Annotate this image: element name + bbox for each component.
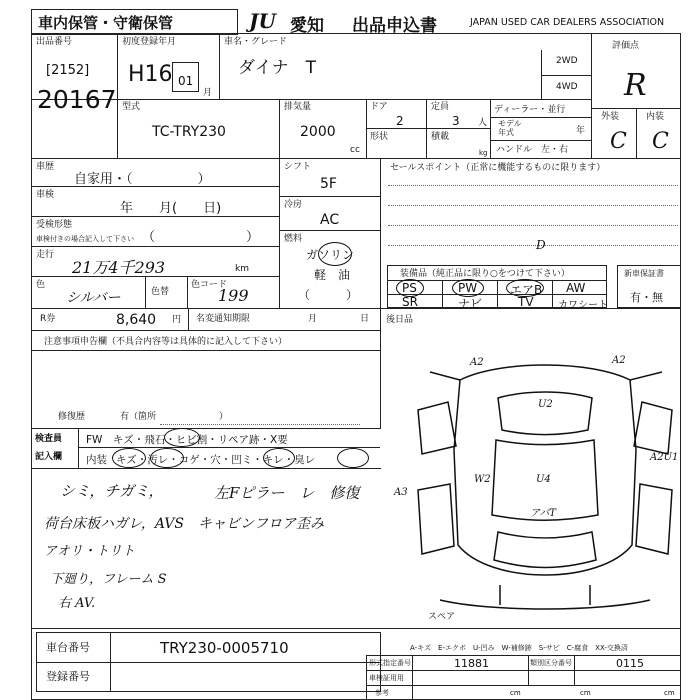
gasoline-circle (318, 242, 352, 266)
car-diagram (400, 350, 685, 620)
inspector-row2: キズ・汚レ・コゲ・穴・凹ミ・キレ・臭レ (116, 454, 316, 466)
interior-label: 内装 (646, 112, 665, 122)
dimension-label: 車検証用用 (369, 674, 404, 682)
fuel-label: 燃料 (284, 234, 303, 244)
registration-month: 01 (178, 74, 194, 88)
mark-apart: アパT (530, 508, 556, 519)
recycle-value: 8,640 (116, 312, 157, 328)
fuel-gasoline: ガソリン (306, 248, 355, 262)
new-car-label: 新車保証書 (624, 269, 664, 278)
capacity-label: 定員 (431, 102, 450, 112)
month-unit: 月 (203, 88, 213, 98)
spare-label: スペア (428, 612, 456, 622)
logo-text: JU (249, 9, 276, 33)
receipt-note: 車検付きの場合記入して下さい (36, 235, 134, 243)
class-label: 類別区分番号 (530, 659, 572, 667)
shift-label: シフト (284, 162, 312, 172)
dent-circle (263, 448, 295, 468)
drive-2wd: 2WD (556, 56, 578, 66)
repair-value: 有（箇所 ） (120, 412, 229, 422)
recycle-label: R券 (40, 314, 56, 324)
capacity-value: 3 (452, 114, 460, 128)
note-line5: 右 AV. (58, 596, 96, 611)
color-value: シルバー (66, 290, 121, 306)
notes-label: 注意事項申告欄（不具合内容等は具体的に記入して下さい） (44, 337, 288, 347)
engine-value: 2000 (300, 124, 336, 140)
inspector-row2-label: 内装 (86, 454, 107, 466)
designation-label: 形式指定番号 (369, 659, 411, 667)
stain-circle (150, 448, 184, 468)
history-label: 車歴 (36, 162, 55, 172)
inspection-value: 年 月( 日) (120, 201, 222, 216)
mileage-value: 21万4千293 (72, 258, 166, 277)
handle-label: ハンドル 左・右 (496, 145, 569, 155)
color-change-label: 色替 (151, 287, 170, 297)
mileage-unit: km (235, 264, 249, 274)
mark-u4: U4 (536, 474, 551, 485)
vehicle-label: 車名・グレード (224, 37, 288, 47)
org-name: 愛知 (290, 16, 324, 36)
drive-4wd: 4WD (556, 82, 578, 92)
dim-unit-2: cm (580, 689, 591, 697)
pw-circle (452, 279, 484, 297)
mark-a2-right: A2 (612, 355, 626, 366)
capacity-unit: 人 (478, 118, 488, 128)
exterior-label: 外装 (601, 112, 620, 122)
note-line2: 荷台床板ハガレ，AVS キャビンフロア歪み (44, 516, 324, 532)
ref-label: 参考 (375, 689, 389, 697)
sales-point-label: セールスポイント（正常に機能するものに限ります） (390, 163, 606, 173)
chip-circle (164, 428, 200, 447)
tax-day: 日 (360, 314, 370, 324)
fuel-other: （ ） (298, 288, 359, 302)
note-line4: 下廻り，フレーム S (50, 572, 167, 587)
new-car-value: 有・無 (630, 291, 663, 304)
dealer-parallel-label: ディーラー・並行 (494, 105, 566, 115)
equip-sr: SR (402, 295, 418, 309)
aircon-value: AC (320, 212, 340, 228)
lot-code: [2152] (46, 63, 90, 78)
grade-label: 評価点 (612, 41, 640, 51)
interior-grade: C (652, 129, 669, 154)
doors-value: 2 (396, 114, 404, 128)
form-title: 出品申込書 (352, 16, 437, 36)
designation-value: 11881 (454, 657, 489, 670)
equip-aw: AW (566, 281, 586, 295)
shape-label: 形状 (370, 132, 389, 142)
doors-label: ドア (370, 102, 388, 112)
grade-score: R (624, 68, 647, 103)
inspector-row1: FW キズ・飛石・ヒビ割・リペア跡・X要 (86, 434, 288, 446)
exterior-grade: C (610, 129, 627, 154)
load-label: 積載 (431, 132, 450, 142)
equip-airbag: エアB (510, 283, 543, 297)
association-name: JAPAN USED CAR DEALERS ASSOCIATION (470, 17, 665, 28)
model-value: TC-TRY230 (152, 124, 226, 140)
color-code-label: 色コード (191, 280, 228, 290)
note-line1: シミ，チガミ， (60, 482, 164, 500)
dim-unit-3: cm (664, 689, 675, 697)
equip-tv: TV (518, 295, 534, 309)
fuel-diesel: 軽 油 (314, 268, 351, 282)
ju-logo (249, 9, 276, 33)
model-year-label: モデル 年式 (498, 119, 522, 137)
aircon-label: 冷房 (284, 200, 303, 210)
mark-a3: A3 (394, 487, 408, 498)
lot-label: 出品番号 (36, 37, 73, 47)
chassis-value: TRY230-0005710 (160, 639, 289, 657)
mark-a2-left: A2 (470, 357, 484, 368)
registration-label: 初度登録年月 (122, 37, 177, 47)
chassis-label: 車台番号 (46, 641, 90, 654)
history-value: 自家用・（ ） (74, 172, 211, 187)
receipt-label: 受検形態 (36, 220, 73, 230)
equip-ps: PS (402, 281, 417, 295)
mark-a2u1: A2U1 (650, 452, 679, 463)
mark-u2: U2 (538, 399, 553, 410)
ps-circle (396, 279, 424, 297)
arrow-mark: D (536, 238, 546, 252)
damage-legend: A-キズ E-エクボ U-凹み W-補修跡 S-サビ C-腐食 XX-交換済 (410, 644, 628, 652)
inspector-label1: 検査員 (35, 434, 63, 444)
equip-pw: PW (458, 281, 478, 295)
equipment-label: 装備品（純正品に限り○をつけて下さい） (400, 269, 570, 279)
year-unit: 年 (576, 126, 586, 136)
note-line3: アオリ・トリト (44, 544, 135, 559)
reg-number-label: 登録番号 (46, 670, 90, 683)
color-code: 199 (218, 286, 249, 305)
class-value: 0115 (616, 657, 644, 670)
equip-leather: カワシート (558, 300, 608, 311)
color-label: 色 (36, 280, 46, 290)
tax-month: 月 (308, 314, 318, 324)
scratch-circle (112, 448, 146, 468)
storage-label: 車内保管・守衛保管 (38, 14, 174, 32)
repair-label: 修復歴 (58, 412, 86, 422)
engine-label: 排気量 (284, 102, 312, 112)
inspection-label: 車検 (36, 190, 55, 200)
registration-year: H16 (128, 62, 173, 87)
equip-navi: ナビ (458, 297, 483, 311)
mark-w2: W2 (474, 474, 491, 485)
inspector-label2: 記入欄 (35, 452, 63, 462)
engine-unit: cc (350, 145, 360, 155)
odor-circle (337, 448, 369, 468)
receipt-value: （ ） (142, 230, 260, 245)
load-unit: kg (479, 149, 488, 157)
lot-number: 20167 (37, 85, 117, 114)
note-right1: 左Fピラー レ 修復 (214, 484, 360, 502)
tax-label: 名変通知期限 (196, 314, 251, 324)
recycle-unit: 円 (172, 315, 182, 325)
model-label: 型式 (122, 102, 141, 112)
mileage-label: 走行 (36, 250, 55, 260)
shift-value: 5F (320, 176, 337, 192)
airbag-circle (506, 279, 544, 297)
dim-unit-1: cm (510, 689, 521, 697)
vehicle-name: ダイナ T (238, 58, 317, 78)
after-parts-label: 後日品 (386, 315, 414, 325)
